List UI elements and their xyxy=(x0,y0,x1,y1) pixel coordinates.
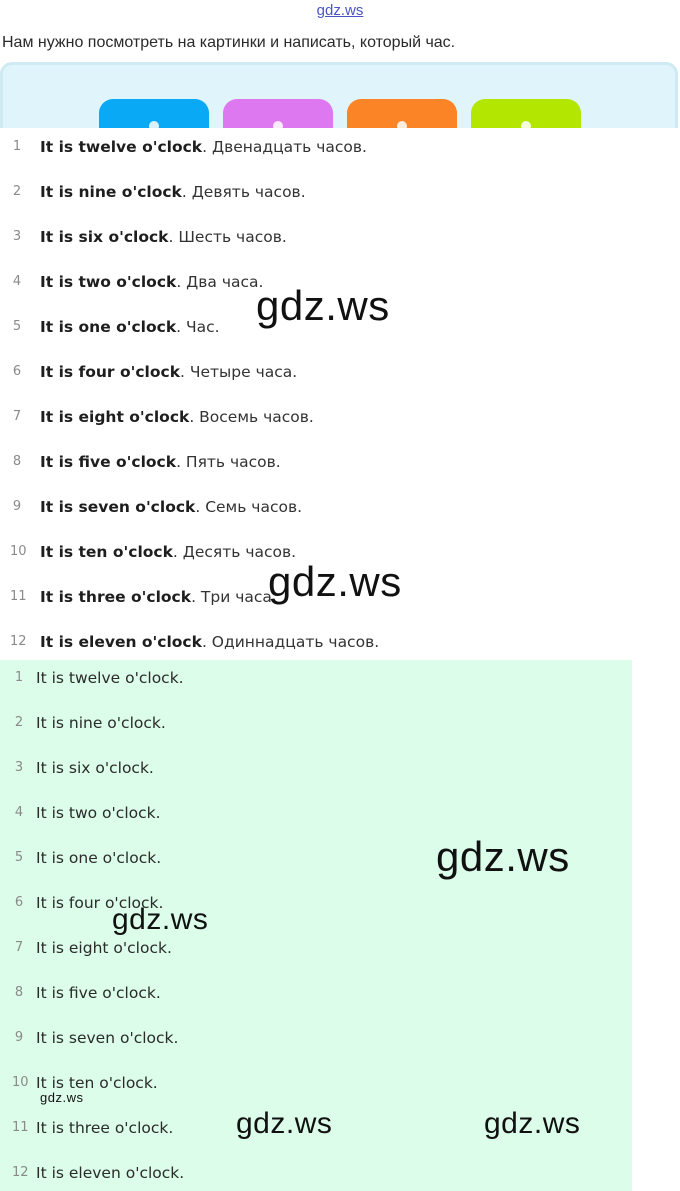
russian-translation: . Два часа. xyxy=(176,273,264,291)
item-number: 1 xyxy=(12,139,22,154)
item-text xyxy=(40,585,277,609)
english-phrase: It is one o'clock xyxy=(40,318,177,336)
item-number: 10 xyxy=(12,1075,29,1090)
clock-pictures-panel xyxy=(0,62,678,132)
english-phrase: It is two o'clock xyxy=(40,273,177,291)
item-number: 3 xyxy=(14,760,24,775)
watermark: gdz.ws xyxy=(40,1090,84,1105)
english-phrase: It is eight o'clock xyxy=(40,408,190,426)
answer-text: It is eleven o'clock. xyxy=(36,1164,185,1182)
item-text xyxy=(40,180,306,204)
answer-text: It is five o'clock. xyxy=(36,984,161,1002)
watermark: gdz.ws xyxy=(256,282,390,329)
item-number: 4 xyxy=(14,805,24,820)
item-number: 3 xyxy=(12,229,22,244)
answer-text: It is six o'clock. xyxy=(36,759,154,777)
item-number: 11 xyxy=(10,589,27,604)
answer-text: It is seven o'clock. xyxy=(36,1029,179,1047)
answer-text: It is four o'clock. xyxy=(36,894,164,912)
english-phrase: It is seven o'clock xyxy=(40,498,196,516)
item-number: 6 xyxy=(14,895,24,910)
item-text xyxy=(40,405,314,429)
item-text xyxy=(40,315,220,339)
english-phrase: It is ten o'clock xyxy=(40,543,173,561)
russian-translation: . Шесть часов. xyxy=(168,228,287,246)
item-text xyxy=(40,495,302,519)
item-number: 9 xyxy=(12,499,22,514)
watermark: gdz.ws xyxy=(484,1107,581,1140)
item-text xyxy=(40,135,367,159)
russian-translation: . Пять часов. xyxy=(176,453,281,471)
answer-text: It is nine o'clock. xyxy=(36,714,166,732)
watermark: gdz.ws xyxy=(112,903,209,936)
item-text xyxy=(40,450,281,474)
item-number: 2 xyxy=(12,184,22,199)
watermark: gdz.ws xyxy=(436,833,570,880)
english-phrase: It is twelve o'clock xyxy=(40,138,203,156)
answer-text: It is one o'clock. xyxy=(36,849,162,867)
item-number: 2 xyxy=(14,715,24,730)
russian-translation: . Одиннадцать часов. xyxy=(201,633,380,651)
english-phrase: It is eleven o'clock xyxy=(40,633,202,651)
russian-translation: . Час. xyxy=(176,318,220,336)
russian-translation: . Восемь часов. xyxy=(189,408,314,426)
russian-translation: . Четыре часа. xyxy=(180,363,298,381)
russian-translation: . Двенадцать часов. xyxy=(202,138,367,156)
item-number: 5 xyxy=(14,850,24,865)
item-number: 1 xyxy=(14,670,24,685)
english-phrase: It is five o'clock xyxy=(40,453,177,471)
answer-text: It is twelve o'clock. xyxy=(36,669,184,687)
task-instruction: Нам нужно посмотреть на картинки и написать, который час. xyxy=(2,34,456,51)
english-phrase: It is three o'clock xyxy=(40,588,192,606)
item-text xyxy=(40,360,297,384)
answer-text: It is three o'clock. xyxy=(36,1119,174,1137)
item-number: 12 xyxy=(12,1165,29,1180)
item-text xyxy=(40,540,296,564)
site-link[interactable]: gdz.ws xyxy=(316,2,364,19)
english-phrase: It is four o'clock xyxy=(40,363,181,381)
item-number: 7 xyxy=(12,409,22,424)
item-text xyxy=(40,270,263,294)
russian-translation: . Три часа. xyxy=(191,588,277,606)
answer-text: It is two o'clock. xyxy=(36,804,161,822)
russian-translation: . Десять часов. xyxy=(172,543,297,561)
answer-text: It is eight o'clock. xyxy=(36,939,172,957)
english-phrase: It is nine o'clock xyxy=(40,183,182,201)
item-number: 7 xyxy=(14,940,24,955)
russian-translation: . Девять часов. xyxy=(181,183,306,201)
english-phrase: It is six o'clock xyxy=(40,228,169,246)
watermark: gdz.ws xyxy=(268,558,402,605)
item-number: 8 xyxy=(12,454,22,469)
item-text xyxy=(40,225,287,249)
item-number: 10 xyxy=(10,544,27,559)
watermark: gdz.ws xyxy=(236,1107,333,1140)
russian-translation: . Семь часов. xyxy=(195,498,303,516)
item-number: 9 xyxy=(14,1030,24,1045)
item-text xyxy=(40,630,379,654)
item-number: 4 xyxy=(12,274,22,289)
item-number: 6 xyxy=(12,364,22,379)
item-number: 5 xyxy=(12,319,22,334)
item-number: 12 xyxy=(10,634,27,649)
item-number: 8 xyxy=(14,985,24,1000)
item-number: 11 xyxy=(12,1120,29,1135)
answer-text: It is ten o'clock. xyxy=(36,1074,158,1092)
